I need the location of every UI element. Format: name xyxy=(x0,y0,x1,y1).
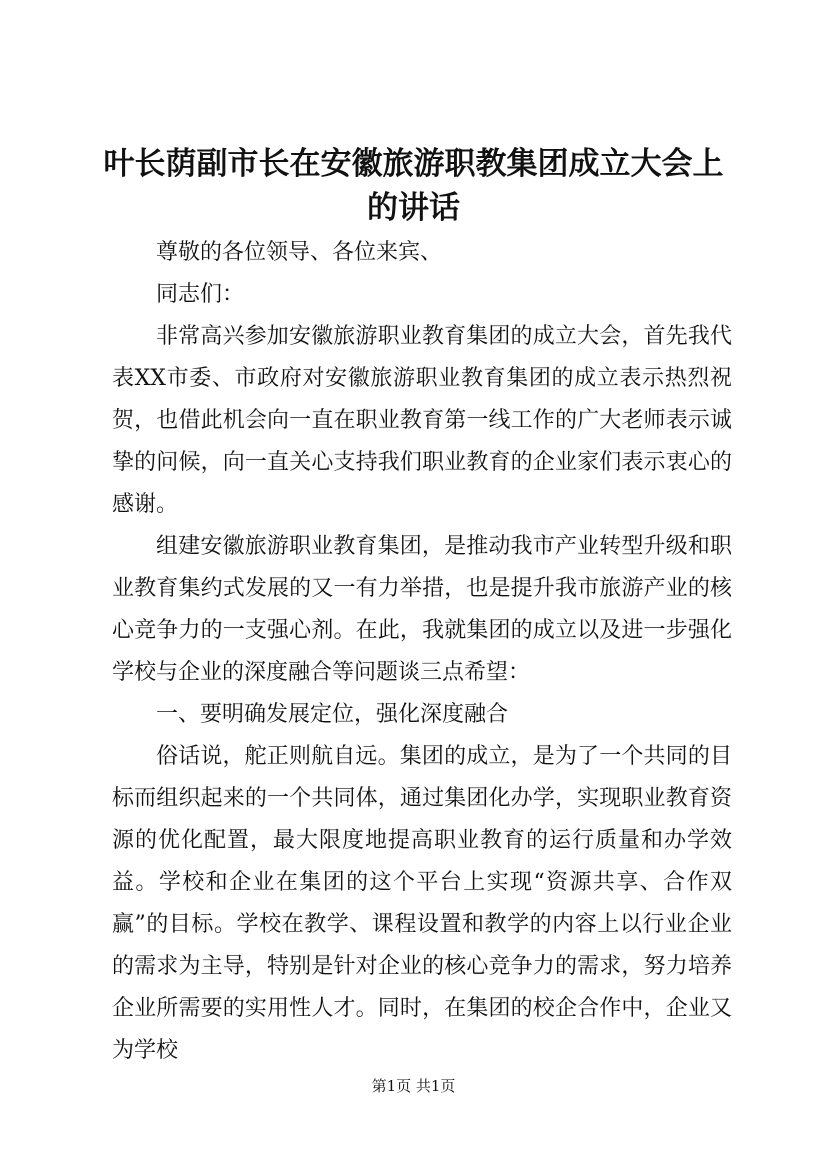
document-body xyxy=(112,232,732,1072)
salutation-line-2: 同志们： xyxy=(156,282,245,307)
document-title: 叶长荫副市长在安徽旅游职教集团成立大会上的讲话 xyxy=(103,146,724,226)
paragraph-purpose: 组建安徽旅游职业教育集团，是推动我市产业转型升级和职业教育集约式发展的又一有力举措，也是提升我市旅游产业的核心竞争力的一支强心剂。在此，我就集团的成立以及进一步强化学校与企业的深度融合等问题谈三点希望： xyxy=(112,534,732,685)
page-footer: 第1页 共1页 xyxy=(371,1077,456,1095)
section-heading-1: 一、要明确发展定位，强化深度融合 xyxy=(156,702,509,727)
paragraph-opening: 非常高兴参加安徽旅游职业教育集团的成立大会，首先我代表XX市委、市政府对安徽旅游职业教育集团的成立表示热烈祝贺，也借此机会向一直在职业教育第一线工作的广大老师表示诚挚的问候，向一直关心支持我们职业教育的企业家们表示衷心的感谢。 xyxy=(112,324,732,517)
paragraph-section-1: 俗话说，舵正则航自远。集团的成立，是为了一个共同的目标而组织起来的一个共同体，通过集团化办学，实现职业教育资源的优化配置，最大限度地提高职业教育的运行质量和办学效益。学校和企业在集团的这个平台上实现“资源共享、合作双赢”的目标。学校在教学、课程设置和教学的内容上以行业企业的需求为主导，特别是针对企业的核心竞争力的需求，努力培养企业所需要的实用性人才。同时，在集团的校企合作中，企业又为学校 xyxy=(112,744,732,1063)
salutation-line-1: 尊敬的各位领导、各位来宾、 xyxy=(156,240,443,265)
